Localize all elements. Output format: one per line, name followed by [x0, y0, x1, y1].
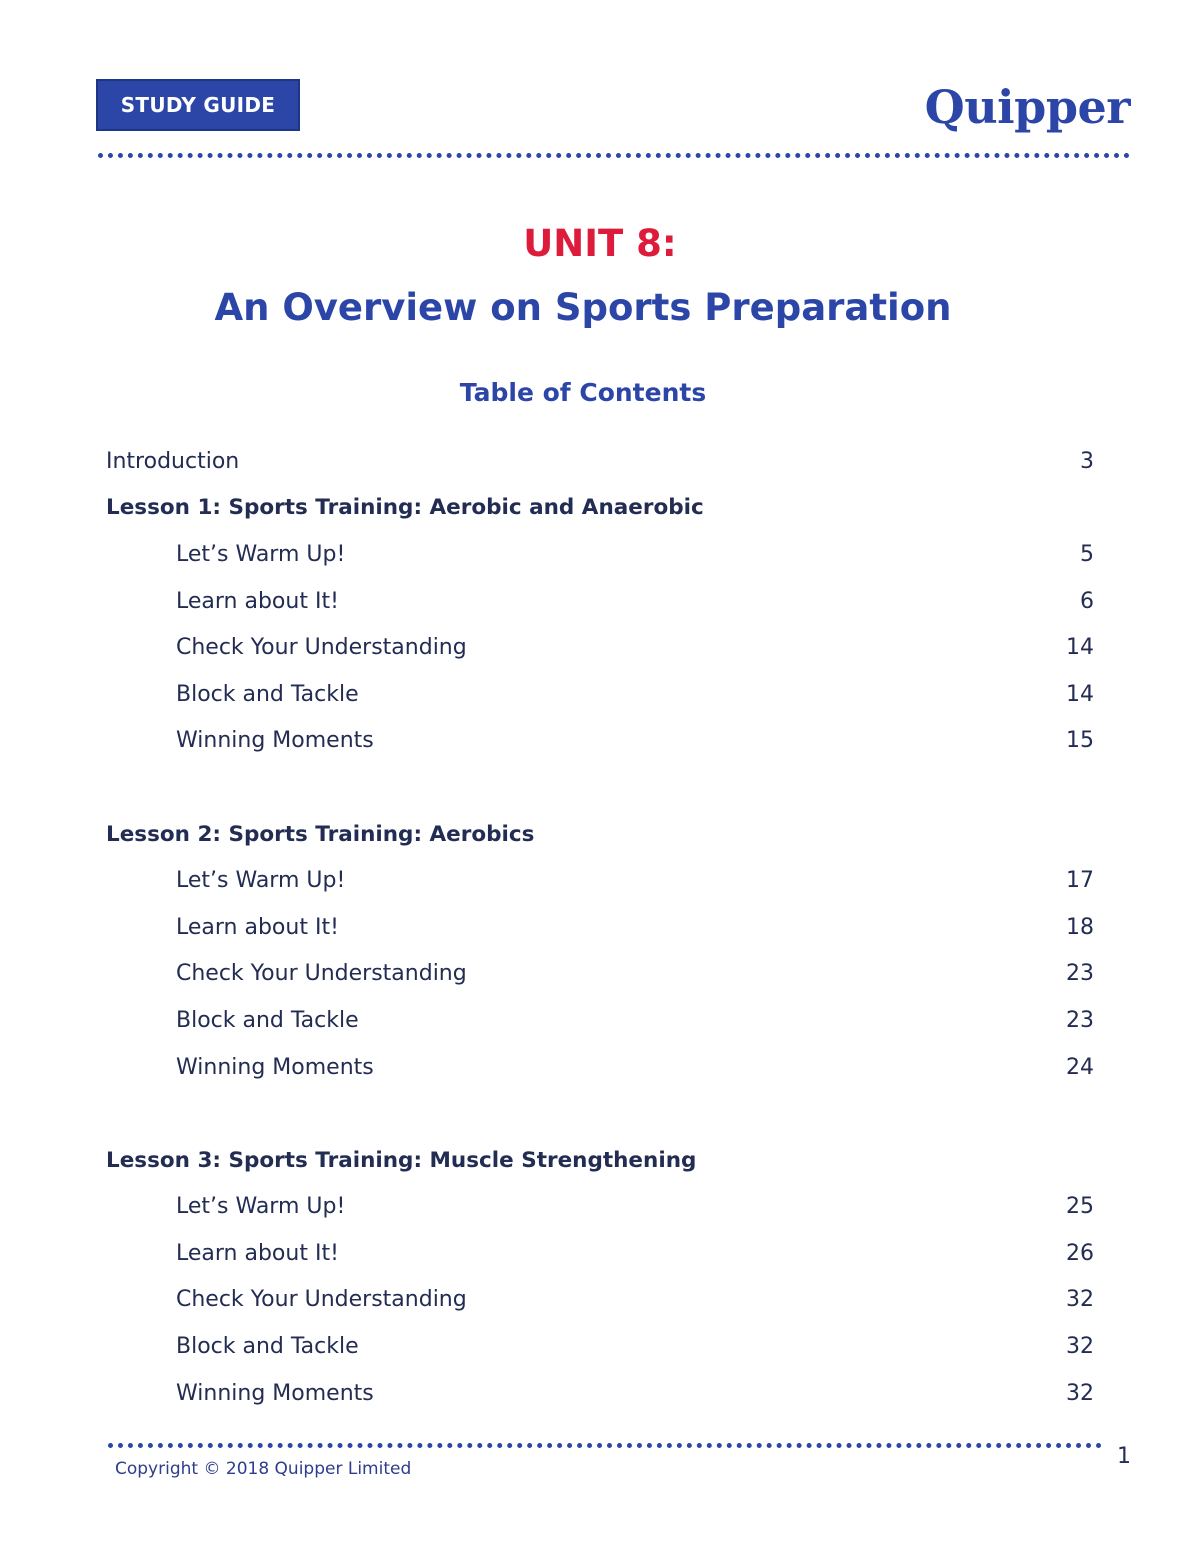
toc-entry[interactable]: [106, 904, 1094, 951]
toc-lesson-3[interactable]: [106, 1137, 1094, 1184]
toc-entry-label: Winning Moments: [176, 1380, 374, 1406]
toc-entry-page: 3: [1080, 448, 1094, 474]
toc-entry-page: 18: [1066, 914, 1094, 940]
toc-entry[interactable]: [106, 997, 1094, 1044]
copyright-notice: Copyright © 2018 Quipper Limited: [115, 1459, 412, 1479]
unit-label: UNIT 8:: [523, 222, 677, 265]
unit-title: An Overview on Sports Preparation: [214, 286, 952, 329]
toc-entry-label: Learn about It!: [176, 588, 339, 614]
toc-entry-page: 15: [1066, 728, 1094, 754]
toc-entry-page: 23: [1066, 1007, 1094, 1033]
toc-entry[interactable]: [106, 1277, 1094, 1324]
toc-entry-label: Block and Tackle: [176, 681, 359, 707]
toc-entry-page: 32: [1066, 1334, 1094, 1360]
toc-entry-page: 25: [1066, 1194, 1094, 1220]
toc-entry-page: 14: [1066, 635, 1094, 661]
toc-entry[interactable]: [106, 718, 1094, 765]
bottom-dotted-divider: [108, 1443, 1102, 1448]
toc-entry-label: Let’s Warm Up!: [176, 868, 346, 894]
table-of-contents: [106, 438, 1094, 1416]
toc-entry[interactable]: [106, 1323, 1094, 1370]
toc-entry-page: 32: [1066, 1380, 1094, 1406]
toc-entry-label: Block and Tackle: [176, 1334, 359, 1360]
lesson-title: Lesson 2: Sports Training: Aerobics: [106, 821, 535, 847]
toc-entry[interactable]: [106, 1044, 1094, 1091]
lesson-title: Lesson 1: Sports Training: Aerobic and Anaerobic: [106, 495, 704, 521]
study-guide-badge: STUDY GUIDE: [96, 79, 300, 131]
toc-lesson-1[interactable]: [106, 485, 1094, 532]
toc-entry[interactable]: [106, 951, 1094, 998]
toc-entry-page: 6: [1080, 588, 1094, 614]
toc-entry-label: Check Your Understanding: [176, 1287, 467, 1313]
toc-entry-page: 17: [1066, 868, 1094, 894]
toc-entry-label: Winning Moments: [176, 1054, 374, 1080]
toc-entry-label: Let’s Warm Up!: [176, 541, 346, 567]
toc-entry-page: 5: [1080, 541, 1094, 567]
toc-entry-label: Check Your Understanding: [176, 961, 467, 987]
toc-entry-introduction[interactable]: [106, 438, 1094, 485]
lesson-title: Lesson 3: Sports Training: Muscle Strengthening: [106, 1147, 697, 1173]
quipper-logo: Quipper: [924, 80, 1130, 134]
toc-lesson-2[interactable]: [106, 811, 1094, 858]
toc-entry-page: 24: [1066, 1054, 1094, 1080]
toc-entry[interactable]: [106, 1230, 1094, 1277]
toc-entry-page: 23: [1066, 961, 1094, 987]
toc-entry[interactable]: [106, 624, 1094, 671]
toc-entry[interactable]: [106, 1370, 1094, 1417]
toc-entry-label: Winning Moments: [176, 728, 374, 754]
toc-entry[interactable]: [106, 671, 1094, 718]
toc-entry[interactable]: [106, 531, 1094, 578]
toc-heading: Table of Contents: [459, 378, 707, 407]
toc-entry-label: Block and Tackle: [176, 1007, 359, 1033]
toc-entry[interactable]: [106, 578, 1094, 625]
section-spacer: [106, 1090, 1094, 1137]
toc-entry-label: Learn about It!: [176, 914, 339, 940]
toc-entry-label: Check Your Understanding: [176, 635, 467, 661]
page-number: 1: [1117, 1444, 1131, 1469]
toc-entry[interactable]: [106, 857, 1094, 904]
toc-entry-page: 32: [1066, 1287, 1094, 1313]
toc-entry-label: Let’s Warm Up!: [176, 1194, 346, 1220]
toc-entry-page: 14: [1066, 681, 1094, 707]
toc-entry-label: Learn about It!: [176, 1240, 339, 1266]
section-spacer: [106, 764, 1094, 811]
toc-entry-page: 26: [1066, 1240, 1094, 1266]
toc-entry[interactable]: [106, 1184, 1094, 1231]
top-dotted-divider: [98, 153, 1130, 158]
toc-entry-label: Introduction: [106, 448, 240, 474]
